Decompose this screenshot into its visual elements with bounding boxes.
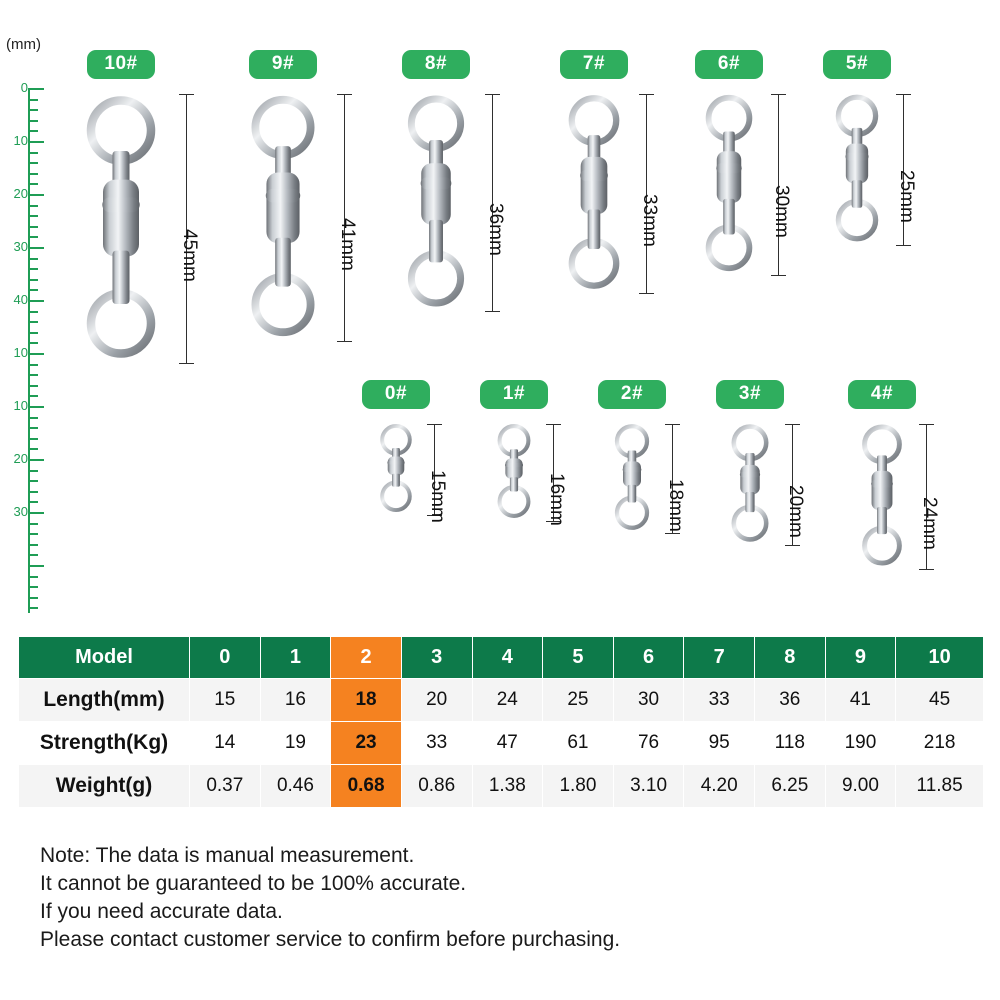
note-line: If you need accurate data. — [40, 899, 283, 923]
model-badge: 1# — [480, 380, 548, 409]
swivel-illustration — [557, 92, 631, 297]
ruler-tick — [30, 247, 44, 249]
ruler-tick-label: 20 — [13, 451, 28, 466]
ruler-tick — [30, 406, 44, 408]
ruler-unit-label: (mm) — [6, 36, 41, 53]
table-cell: 20 — [401, 679, 472, 722]
table-header-cell: 5 — [543, 637, 614, 679]
ruler-tick — [30, 523, 38, 525]
table-header-cell: 4 — [472, 637, 543, 679]
table-header-model: Model — [19, 637, 190, 679]
table-cell: 33 — [401, 722, 472, 765]
ruler-tick-label: 40 — [13, 292, 28, 307]
dimension-label: 24mm — [919, 497, 940, 550]
swivel-illustration — [853, 422, 911, 573]
swivel-illustration — [723, 422, 777, 549]
table-header-cell: 1 — [260, 637, 331, 679]
dimension-label: 15mm — [427, 470, 448, 523]
dimension-label: 18mm — [665, 479, 686, 532]
swivel-illustration — [826, 92, 888, 249]
table-cell: 218 — [896, 722, 984, 765]
dimension-label: 36mm — [485, 203, 506, 256]
swivel-illustration — [237, 92, 329, 345]
ruler-tick — [30, 576, 38, 578]
table-cell: 4.20 — [684, 765, 755, 808]
model-badge: 3# — [716, 380, 784, 409]
table-cell: 0.68 — [331, 765, 402, 808]
table-row-label: Weight(g) — [19, 765, 190, 808]
table-cell: 18 — [331, 679, 402, 722]
ruler-tick — [30, 194, 44, 196]
model-badge: 8# — [402, 50, 470, 79]
table-header-cell: 3 — [401, 637, 472, 679]
ruler-tick — [30, 417, 38, 419]
table-header-row — [19, 637, 984, 679]
model-badge: 9# — [249, 50, 317, 79]
table-header-cell: 2 — [331, 637, 402, 679]
ruler-tick-label: 20 — [13, 186, 28, 201]
table-header-cell: 9 — [825, 637, 896, 679]
note-line: Please contact customer service to confirm before purchasing. — [40, 927, 621, 951]
ruler-tick — [30, 480, 38, 482]
table-row-label: Length(mm) — [19, 679, 190, 722]
ruler-tick — [30, 289, 38, 291]
swivel-illustration — [71, 92, 171, 367]
dimension-label: 30mm — [771, 185, 792, 238]
ruler-tick — [30, 395, 38, 397]
dimension-cap-bottom — [896, 245, 911, 246]
table-row-label: Strength(Kg) — [19, 722, 190, 765]
ruler-tick — [30, 183, 38, 185]
swivel-illustration — [490, 422, 538, 525]
ruler-tick — [30, 491, 38, 493]
ruler-tick — [30, 597, 38, 599]
ruler-tick — [30, 321, 38, 323]
model-badge: 2# — [598, 380, 666, 409]
ruler-tick — [30, 173, 38, 175]
ruler-tick-label: 10 — [13, 133, 28, 148]
ruler-tick — [30, 342, 38, 344]
ruler-tick — [30, 120, 38, 122]
dimension-label: 20mm — [785, 485, 806, 538]
table-header-cell: 8 — [755, 637, 826, 679]
swivel-illustration — [373, 422, 419, 519]
table-cell: 0.37 — [190, 765, 261, 808]
dimension-cap-bottom — [639, 293, 654, 294]
ruler-tick — [30, 607, 38, 609]
table-cell: 24 — [472, 679, 543, 722]
ruler-tick — [30, 226, 38, 228]
ruler-tick-label: 30 — [13, 239, 28, 254]
table-cell: 0.86 — [401, 765, 472, 808]
dimension-label: 16mm — [546, 473, 567, 526]
model-badge: 4# — [848, 380, 916, 409]
table-header-cell: 7 — [684, 637, 755, 679]
table-cell: 1.80 — [543, 765, 614, 808]
model-badge: 7# — [560, 50, 628, 79]
table-cell: 1.38 — [472, 765, 543, 808]
table-cell: 33 — [684, 679, 755, 722]
table-cell: 15 — [190, 679, 261, 722]
measurement-ruler — [0, 36, 70, 618]
table-cell: 9.00 — [825, 765, 896, 808]
table-header-cell: 0 — [190, 637, 261, 679]
ruler-tick — [30, 438, 38, 440]
table-row — [19, 679, 984, 722]
ruler-tick — [30, 236, 38, 238]
ruler-tick — [30, 109, 38, 111]
ruler-tick — [30, 353, 44, 355]
table-cell: 6.25 — [755, 765, 826, 808]
ruler-tick — [30, 374, 38, 376]
dimension-cap-bottom — [179, 363, 194, 364]
note-line: It cannot be guaranteed to be 100% accurate. — [40, 871, 467, 895]
ruler-tick — [30, 586, 38, 588]
ruler-tick-label: 30 — [13, 504, 28, 519]
table-cell: 118 — [755, 722, 826, 765]
dimension-cap-bottom — [771, 275, 786, 276]
table-cell: 23 — [331, 722, 402, 765]
table-cell: 45 — [896, 679, 984, 722]
notes-block — [40, 842, 620, 954]
dimension-label: 41mm — [337, 218, 358, 271]
table-row — [19, 765, 984, 808]
dimension-cap-bottom — [665, 533, 680, 534]
ruler-tick — [30, 88, 44, 90]
ruler-tick — [30, 332, 38, 334]
ruler-tick — [30, 544, 38, 546]
ruler-tick — [30, 311, 38, 313]
table-row — [19, 722, 984, 765]
ruler-tick — [30, 205, 38, 207]
ruler-tick — [30, 215, 38, 217]
dimension-label: 25mm — [896, 170, 917, 223]
table-cell: 30 — [613, 679, 684, 722]
table-cell: 41 — [825, 679, 896, 722]
specification-table — [18, 636, 984, 808]
ruler-tick — [30, 554, 38, 556]
table-cell: 14 — [190, 722, 261, 765]
ruler-tick-label: 10 — [13, 345, 28, 360]
ruler-tick — [30, 152, 38, 154]
ruler-tick — [30, 279, 38, 281]
table-cell: 190 — [825, 722, 896, 765]
table-cell: 11.85 — [896, 765, 984, 808]
dimension-label: 45mm — [179, 229, 200, 282]
table-header-cell: 10 — [896, 637, 984, 679]
ruler-tick — [30, 258, 38, 260]
ruler-tick — [30, 512, 44, 514]
ruler-tick — [30, 533, 38, 535]
swivel-illustration — [395, 92, 477, 315]
note-line: Note: The data is manual measurement. — [40, 844, 415, 867]
swivel-illustration — [607, 422, 657, 537]
ruler-tick — [30, 501, 38, 503]
ruler-tick — [30, 99, 38, 101]
table-cell: 25 — [543, 679, 614, 722]
ruler-tick — [30, 459, 44, 461]
model-badge: 10# — [87, 50, 155, 79]
table-cell: 16 — [260, 679, 331, 722]
ruler-tick — [30, 427, 38, 429]
table-cell: 0.46 — [260, 765, 331, 808]
ruler-tick — [30, 364, 38, 366]
table-header-cell: 6 — [613, 637, 684, 679]
dimension-cap-bottom — [485, 311, 500, 312]
ruler-tick — [30, 448, 38, 450]
table-cell: 61 — [543, 722, 614, 765]
ruler-tick — [30, 141, 44, 143]
ruler-tick — [30, 162, 38, 164]
ruler-tick — [30, 385, 38, 387]
swivel-illustration — [695, 92, 763, 279]
table-cell: 76 — [613, 722, 684, 765]
dimension-cap-bottom — [337, 341, 352, 342]
ruler-tick — [30, 268, 38, 270]
table-cell: 36 — [755, 679, 826, 722]
ruler-tick — [30, 130, 38, 132]
ruler-tick-label: 0 — [20, 80, 28, 95]
ruler-tick — [30, 565, 44, 567]
ruler-tick-label: 10 — [13, 398, 28, 413]
ruler-tick — [30, 470, 38, 472]
table-cell: 95 — [684, 722, 755, 765]
model-badge: 0# — [362, 380, 430, 409]
dimension-label: 33mm — [639, 194, 660, 247]
dimension-cap-bottom — [919, 569, 934, 570]
model-badge: 5# — [823, 50, 891, 79]
table-cell: 19 — [260, 722, 331, 765]
table-cell: 47 — [472, 722, 543, 765]
model-badge: 6# — [695, 50, 763, 79]
table-cell: 3.10 — [613, 765, 684, 808]
dimension-cap-bottom — [785, 545, 800, 546]
ruler-tick — [30, 300, 44, 302]
